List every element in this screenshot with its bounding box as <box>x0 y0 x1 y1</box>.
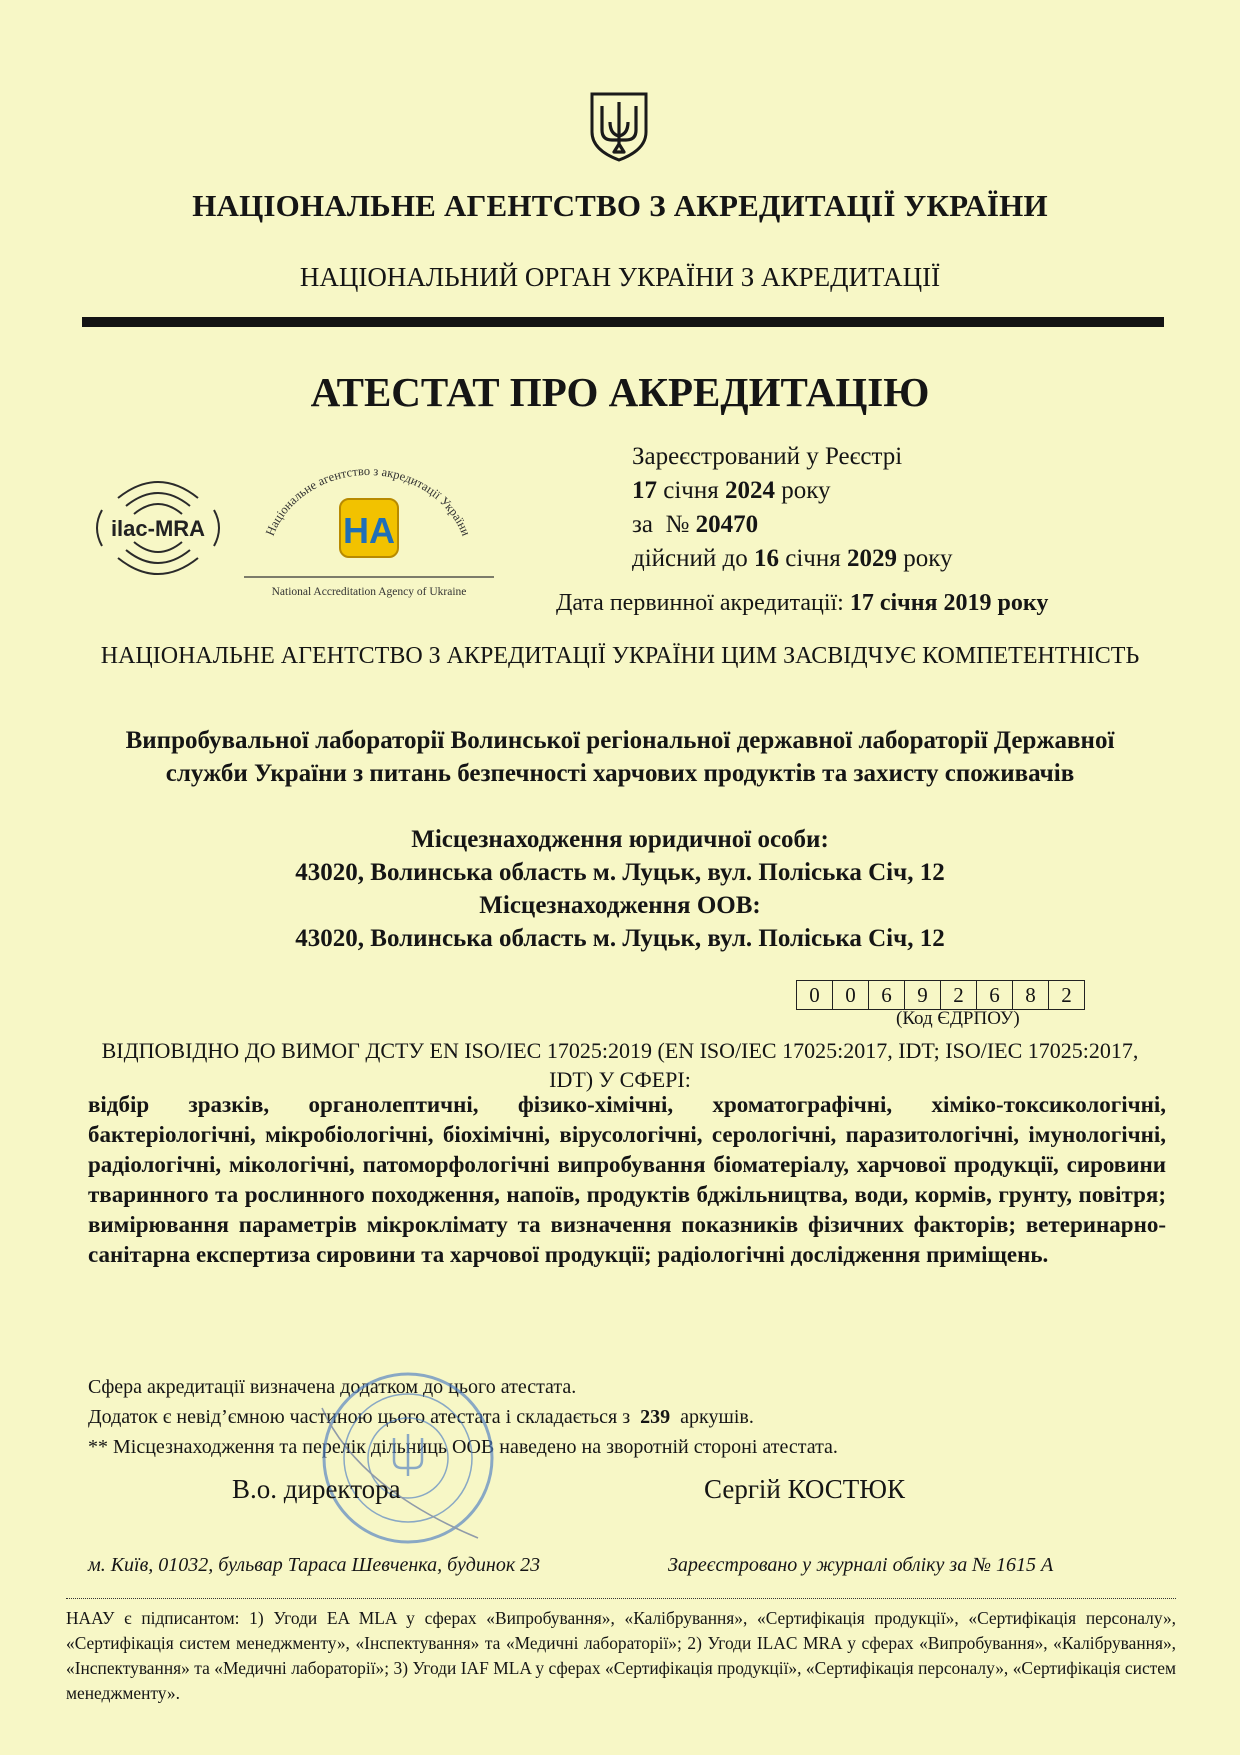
official-stamp-icon <box>318 1368 498 1548</box>
accreditation-scope: відбір зразків, органолептичні, фізико-хімічні, хроматографічні, хіміко-токсикологічні, бактеріологічні, мікробіологічні, біохімічні, вірусологічні, серологічні, паразитологічні, імунологічні, радіологічні, мікологічні, патоморфологічні випробування біоматеріалу, харчової продукції, сировини тваринного та рослинного походження, напоїв, продуктів бджільництва, води, кормів, грунту, повітря; вимірювання параметрів мікроклімату та визначення показників фізичних факторів; ветеринарно-санітарна експертиза сировини та харчової продукції; радіологічні дослідження приміщень. <box>88 1092 1166 1267</box>
oov-note: ** Місцезнаходження та перелік дільниць ООВ наведено на зворотній стороні атестата. <box>88 1436 838 1458</box>
footer-divider <box>66 1598 1176 1599</box>
signatory-position: В.о. директора <box>232 1474 401 1504</box>
laboratory-name: Випробувальної лабораторії Волинської регіональної державної лабораторії Державної служби України з питань безпечності харчових продуктів та захисту споживачів <box>125 727 1115 787</box>
naau-mark: НА <box>343 510 395 551</box>
trident-emblem-icon <box>588 92 650 162</box>
signatory-name: Сергій КОСТЮК <box>704 1474 906 1504</box>
certifies-statement: НАЦІОНАЛЬНЕ АГЕНТСТВО З АКРЕДИТАЦІЇ УКРАЇНИ ЦИМ ЗАСВІДЧУЄ КОМПЕТЕНТНІСТЬ <box>100 643 1140 669</box>
edrpou-digit: 0 <box>797 981 833 1009</box>
registration-date: 17 січня 2024 року <box>632 477 831 504</box>
journal-registration: Зареєстровано у журналі обліку за № 1615 А <box>668 1554 1054 1576</box>
naau-caption: National Accreditation Agency of Ukraine <box>271 586 467 598</box>
annex-note: Додаток є невід’ємною частиною цього атестата і складається з 239 аркушів. <box>88 1406 754 1428</box>
national-organ: НАЦІОНАЛЬНИЙ ОРГАН УКРАЇНИ З АКРЕДИТАЦІЇ <box>299 262 941 292</box>
registration-number: за № 20470 <box>632 511 759 538</box>
valid-until: дійсний до 16 січня 2029 року <box>632 545 953 572</box>
edrpou-digit: 2 <box>941 981 977 1009</box>
edrpou-digit: 6 <box>977 981 1013 1009</box>
edrpou-code <box>796 980 1085 1010</box>
edrpou-digit: 0 <box>833 981 869 1009</box>
first-accreditation-date: Дата первинної акредитації: 17 січня 2019 року <box>556 590 1049 616</box>
scope-note: Сфера акредитації визначена додатком до цього атестата. <box>88 1376 577 1398</box>
naau-logo <box>240 455 498 605</box>
ilac-mra-logo <box>88 458 228 598</box>
edrpou-digit: 9 <box>905 981 941 1009</box>
mla-signatory-note: НААУ є підписантом: 1) Угоди EA MLA у сферах «Випробування», «Калібрування», «Сертифікація продукції», «Сертифікація персоналу», «Сертифікація систем менеджменту», «Інспектування» та «Медичні лабораторії»; 2) Угоди ILAC MRA у сферах «Випробування», «Калібрування», «Інспектування» та «Медичні лабораторії»; 3) Угоди IAF MLA у сферах «Сертифікація продукції», «Сертифікація персоналу», «Сертифікація систем менеджменту». <box>66 1608 1176 1703</box>
agency-address: м. Київ, 01032, бульвар Тараса Шевченка, будинок 23 <box>88 1554 541 1576</box>
edrpou-digit: 2 <box>1061 983 1072 1007</box>
registration-block <box>632 440 953 576</box>
edrpou-digit: 8 <box>1013 981 1049 1009</box>
registry-line: Зареєстрований у Реєстрі <box>632 443 903 470</box>
edrpou-digit: 6 <box>869 981 905 1009</box>
header-divider <box>82 317 1164 327</box>
edrpou-label: (Код ЄДРПОУ) <box>896 1008 1020 1029</box>
ilac-text: ilac-MRA <box>110 516 206 541</box>
standard-statement: ВІДПОВІДНО ДО ВИМОГ ДСТУ EN ISO/IEC 17025:2019 (EN ISO/IEC 17025:2017, IDT; ISO/IEC 17025:2017, IDT) У СФЕРІ: <box>101 1038 1139 1092</box>
legal-address-label: Місцезнаходження юридичної особи: <box>411 826 829 853</box>
oov-address: 43020, Волинська область м. Луцьк, вул. Поліська Січ, 12 <box>295 925 945 952</box>
naau-arc-text: Національне агентство з акредитації України <box>262 463 474 538</box>
certificate-title: АТЕСТАТ ПРО АКРЕДИТАЦІЮ <box>310 369 930 415</box>
legal-address: 43020, Волинська область м. Луцьк, вул. Поліська Січ, 12 <box>295 859 945 886</box>
oov-address-label: Місцезнаходження ООВ: <box>479 892 761 919</box>
agency-name: НАЦІОНАЛЬНЕ АГЕНТСТВО З АКРЕДИТАЦІЇ УКРАЇНИ <box>192 188 1048 223</box>
